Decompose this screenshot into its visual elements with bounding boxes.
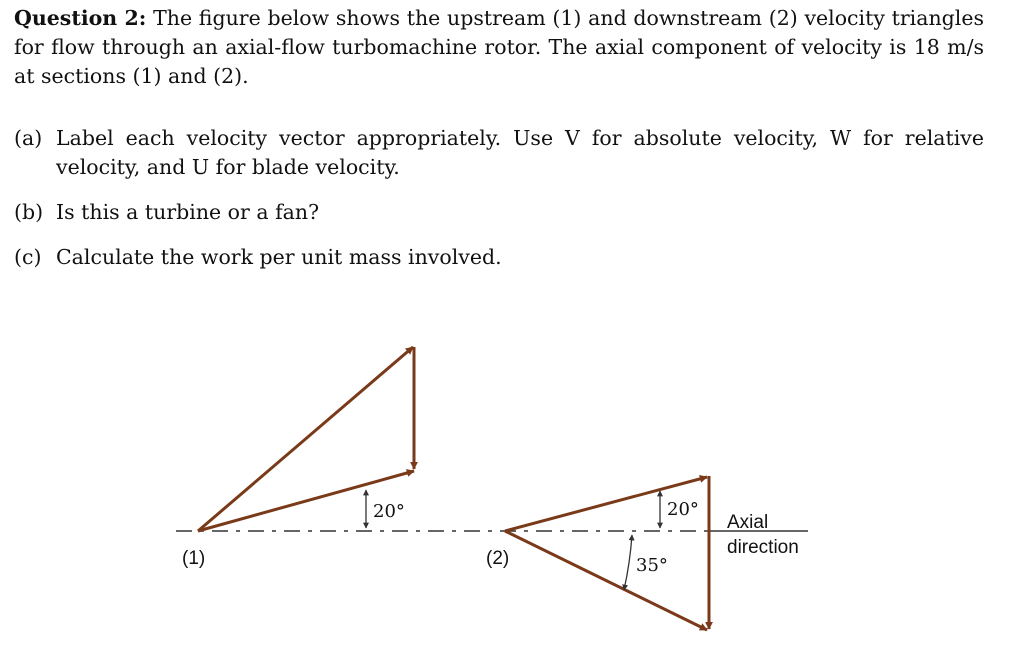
part-a-label: (a) [14,126,43,150]
part-a-text: Label each velocity vector appropriately. Use V for absolute velocity, W for relative velocity, and U for blade velocity. [56,126,984,179]
axial-label-line2: direction [727,537,799,558]
question-heading: Question 2: [14,6,147,30]
section-1-label: (1) [182,548,206,569]
angle-arc-2-bottom [624,535,632,590]
vector-2-lower [505,531,707,630]
part-b-text: Is this a turbine or a fan? [56,200,320,224]
section-2-label: (2) [486,548,510,569]
angle-2-top-label: 20° [667,499,699,520]
part-c-label: (c) [14,245,42,269]
question-intro-text: The figure below shows the upstream (1) and downstream (2) velocity triangles for flow through an axial-flow turbomachine rotor. The axial component of velocity is 18 m/s at sections (1) and (2). [14,6,984,88]
angle-1-label: 20° [373,501,405,522]
part-c-text: Calculate the work per unit mass involved. [56,245,502,269]
part-b-label: (b) [14,200,44,224]
angle-2-bottom-label: 35° [636,555,668,576]
axial-label-line1: Axial [727,512,769,533]
